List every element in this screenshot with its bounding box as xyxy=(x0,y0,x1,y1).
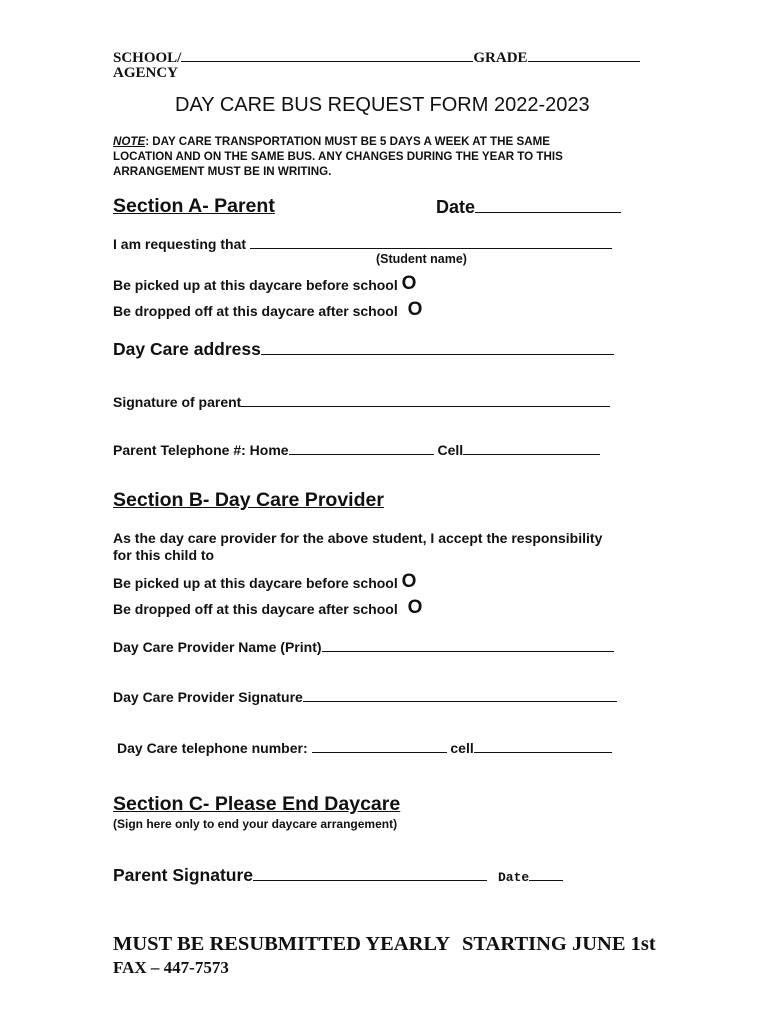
provider-telephone-field[interactable] xyxy=(312,738,447,753)
note-label: NOTE xyxy=(113,135,146,148)
section-a-date-row xyxy=(436,197,621,218)
student-name-caption: (Student name) xyxy=(376,252,467,266)
school-label: SCHOOL/ xyxy=(113,50,182,66)
section-a-dropoff-label: Be dropped off at this daycare after school xyxy=(113,303,398,319)
provider-statement-line2: for this child to xyxy=(113,547,215,563)
section-b-heading: Section B- Day Care Provider xyxy=(113,489,384,511)
provider-phone-row xyxy=(117,738,612,756)
parent-signature-label: Signature of parent xyxy=(113,394,242,410)
section-a-pickup-label: Be picked up at this daycare before school xyxy=(113,277,398,293)
end-date-label: Date xyxy=(498,870,530,885)
requesting-label: I am requesting that xyxy=(113,236,247,252)
provider-signature-field[interactable] xyxy=(303,687,617,702)
section-a-pickup-circle-icon[interactable]: O xyxy=(401,273,417,294)
school-agency-row xyxy=(113,47,640,67)
end-parent-signature-field[interactable] xyxy=(253,864,487,881)
agency-label: AGENCY xyxy=(113,65,179,81)
parent-phone-row xyxy=(113,440,600,458)
address-field[interactable] xyxy=(261,338,614,355)
address-row xyxy=(113,338,614,360)
fax-number: FAX – 447-7573 xyxy=(113,958,229,977)
grade-label: GRADE xyxy=(473,50,528,66)
phone-cell-label: Cell xyxy=(437,442,464,458)
section-b-dropoff-circle-icon[interactable]: O xyxy=(407,597,423,618)
section-c-heading: Section C- Please End Daycare xyxy=(113,793,401,815)
end-date-row xyxy=(498,868,563,886)
section-a-date-label: Date xyxy=(436,197,476,217)
end-date-field[interactable] xyxy=(529,868,563,881)
resubmit-notice: MUST BE RESUBMITTED YEARLY xyxy=(113,933,451,955)
note-text-line2: LOCATION AND ON THE SAME BUS. ANY CHANGES DURING THE YEAR TO THIS xyxy=(113,150,563,163)
section-a-pickup-row xyxy=(113,273,416,295)
parent-signature-field[interactable] xyxy=(241,392,610,407)
provider-name-row xyxy=(113,637,614,655)
provider-signature-row xyxy=(113,687,617,705)
section-c-subheading: (Sign here only to end your daycare arrangement) xyxy=(113,817,398,831)
section-b-pickup-circle-icon[interactable]: O xyxy=(401,571,417,592)
student-request-row xyxy=(113,234,612,252)
section-a-dropoff-row xyxy=(113,299,422,321)
note-text-line1: : DAY CARE TRANSPORTATION MUST BE 5 DAYS A WEEK AT THE SAME xyxy=(145,135,550,148)
provider-name-field[interactable] xyxy=(322,637,614,652)
end-parent-signature-row xyxy=(113,864,487,886)
phone-home-field[interactable] xyxy=(289,440,434,455)
section-b-pickup-row xyxy=(113,571,416,593)
section-a-dropoff-circle-icon[interactable]: O xyxy=(407,299,423,320)
starting-date-notice: STARTING JUNE 1st xyxy=(462,933,656,955)
provider-cell-label: cell xyxy=(450,740,474,756)
section-a-heading: Section A- Parent xyxy=(113,195,275,217)
provider-cell-field[interactable] xyxy=(474,738,612,753)
provider-statement-line1: As the day care provider for the above student, I accept the responsibility xyxy=(113,530,603,546)
phone-cell-field[interactable] xyxy=(463,440,600,455)
section-a-date-field[interactable] xyxy=(475,197,621,213)
address-label: Day Care address xyxy=(113,339,261,359)
form-title: DAY CARE BUS REQUEST FORM 2022-2023 xyxy=(175,94,590,116)
end-parent-signature-label: Parent Signature xyxy=(113,865,254,885)
provider-telephone-label: Day Care telephone number: xyxy=(117,740,308,756)
student-name-field[interactable] xyxy=(250,234,612,249)
section-b-dropoff-row xyxy=(113,597,422,619)
provider-statement xyxy=(113,530,602,564)
provider-signature-label: Day Care Provider Signature xyxy=(113,689,303,705)
section-b-dropoff-label: Be dropped off at this daycare after school xyxy=(113,601,398,617)
parent-signature-row xyxy=(113,392,610,410)
note-text-line3: ARRANGEMENT MUST BE IN WRITING. xyxy=(113,165,332,178)
section-b-pickup-label: Be picked up at this daycare before school xyxy=(113,575,398,591)
school-field[interactable] xyxy=(181,47,473,62)
phone-home-label: Parent Telephone #: Home xyxy=(113,442,289,458)
grade-field[interactable] xyxy=(528,47,640,62)
provider-name-label: Day Care Provider Name (Print) xyxy=(113,639,322,655)
note-block xyxy=(113,134,563,179)
